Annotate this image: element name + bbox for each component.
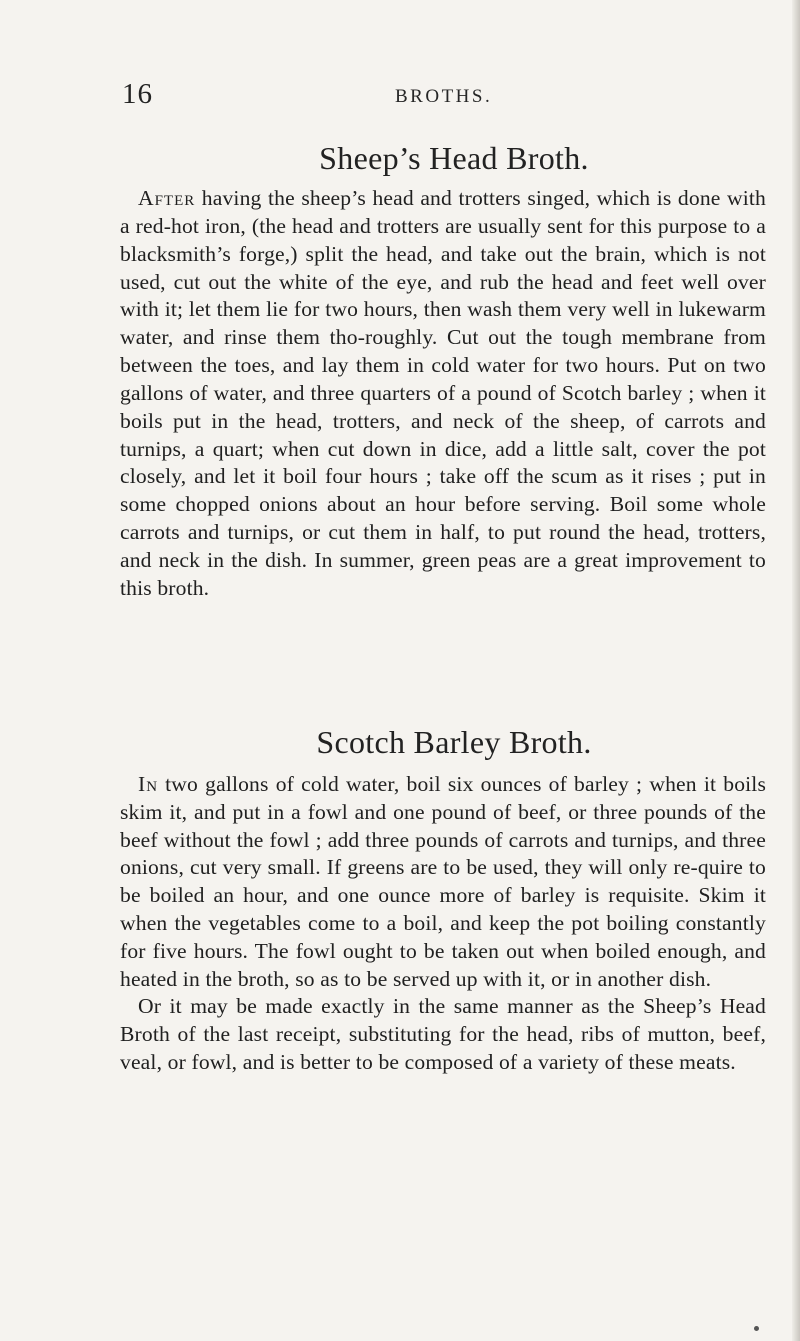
- paragraph-lead-word: In: [138, 772, 159, 796]
- recipe-paragraph: [120, 771, 766, 993]
- page-header: [120, 78, 760, 118]
- paragraph-text: two gallons of cold water, boil six ounces of barley ; when it boils skim it, and put in a fowl and one pound of beef, or three pounds of the beef without the fowl ; add three pounds of carrots and turnips, and three onions, cut very small. If greens are to be used, they will only re-quire to be boiled an hour, and one ounce more of barley is requisite. Skim it when the vegetables come to a boil, and keep the pot boiling constantly for five hours. The fowl ought to be taken out when boiled enough, and heated in the broth, so as to be served up with it, or in another dish.: [120, 772, 766, 991]
- recipe-paragraph: [120, 993, 766, 1076]
- ink-speck: [754, 1326, 759, 1331]
- paragraph-text: Or it may be made exactly in the same manner as the Sheep’s Head Broth of the last receipt, substituting for the head, ribs of mutton, beef, veal, or fowl, and is better to be composed of a variety of these meats.: [120, 994, 766, 1074]
- page-edge-shadow: [792, 0, 800, 1341]
- recipe-sheeps-head-broth: [120, 140, 766, 603]
- paragraph-text: having the sheep’s head and trotters singed, which is done with a red-hot iron, (the head and trotters are usually sent for this purpose to a blacksmith’s forge,) split the head, and take out the brain, which is not used, cut out the white of the eye, and rub the head and feet well over with it; let them lie for two hours, then wash them very well in lukewarm water, and rinse them tho-roughly. Cut out the tough membrane from between the toes, and lay them in cold water for two hours. Put on two gallons of water, and three quarters of a pound of Scotch barley ; when it boils put in the head, trotters, and neck of the sheep, of carrots and turnips, a quart; when cut down in dice, add a little salt, cover the pot closely, and let it boil four hours ; take off the scum as it rises ; put in some chopped onions about an hour before serving. Boil some whole carrots and turnips, or cut them in half, to put round the head, trotters, and neck in the dish. In summer, green peas are a great improvement to this broth.: [120, 186, 766, 600]
- recipe-title: Sheep’s Head Broth.: [319, 140, 589, 176]
- running-head: BROTHS.: [395, 86, 493, 107]
- page-number: 16: [122, 78, 153, 110]
- recipe-title: Scotch Barley Broth.: [316, 724, 592, 760]
- paragraph-lead-word: After: [138, 186, 196, 210]
- recipe-paragraph: [120, 185, 766, 603]
- recipe-scotch-barley-broth: [120, 724, 766, 1077]
